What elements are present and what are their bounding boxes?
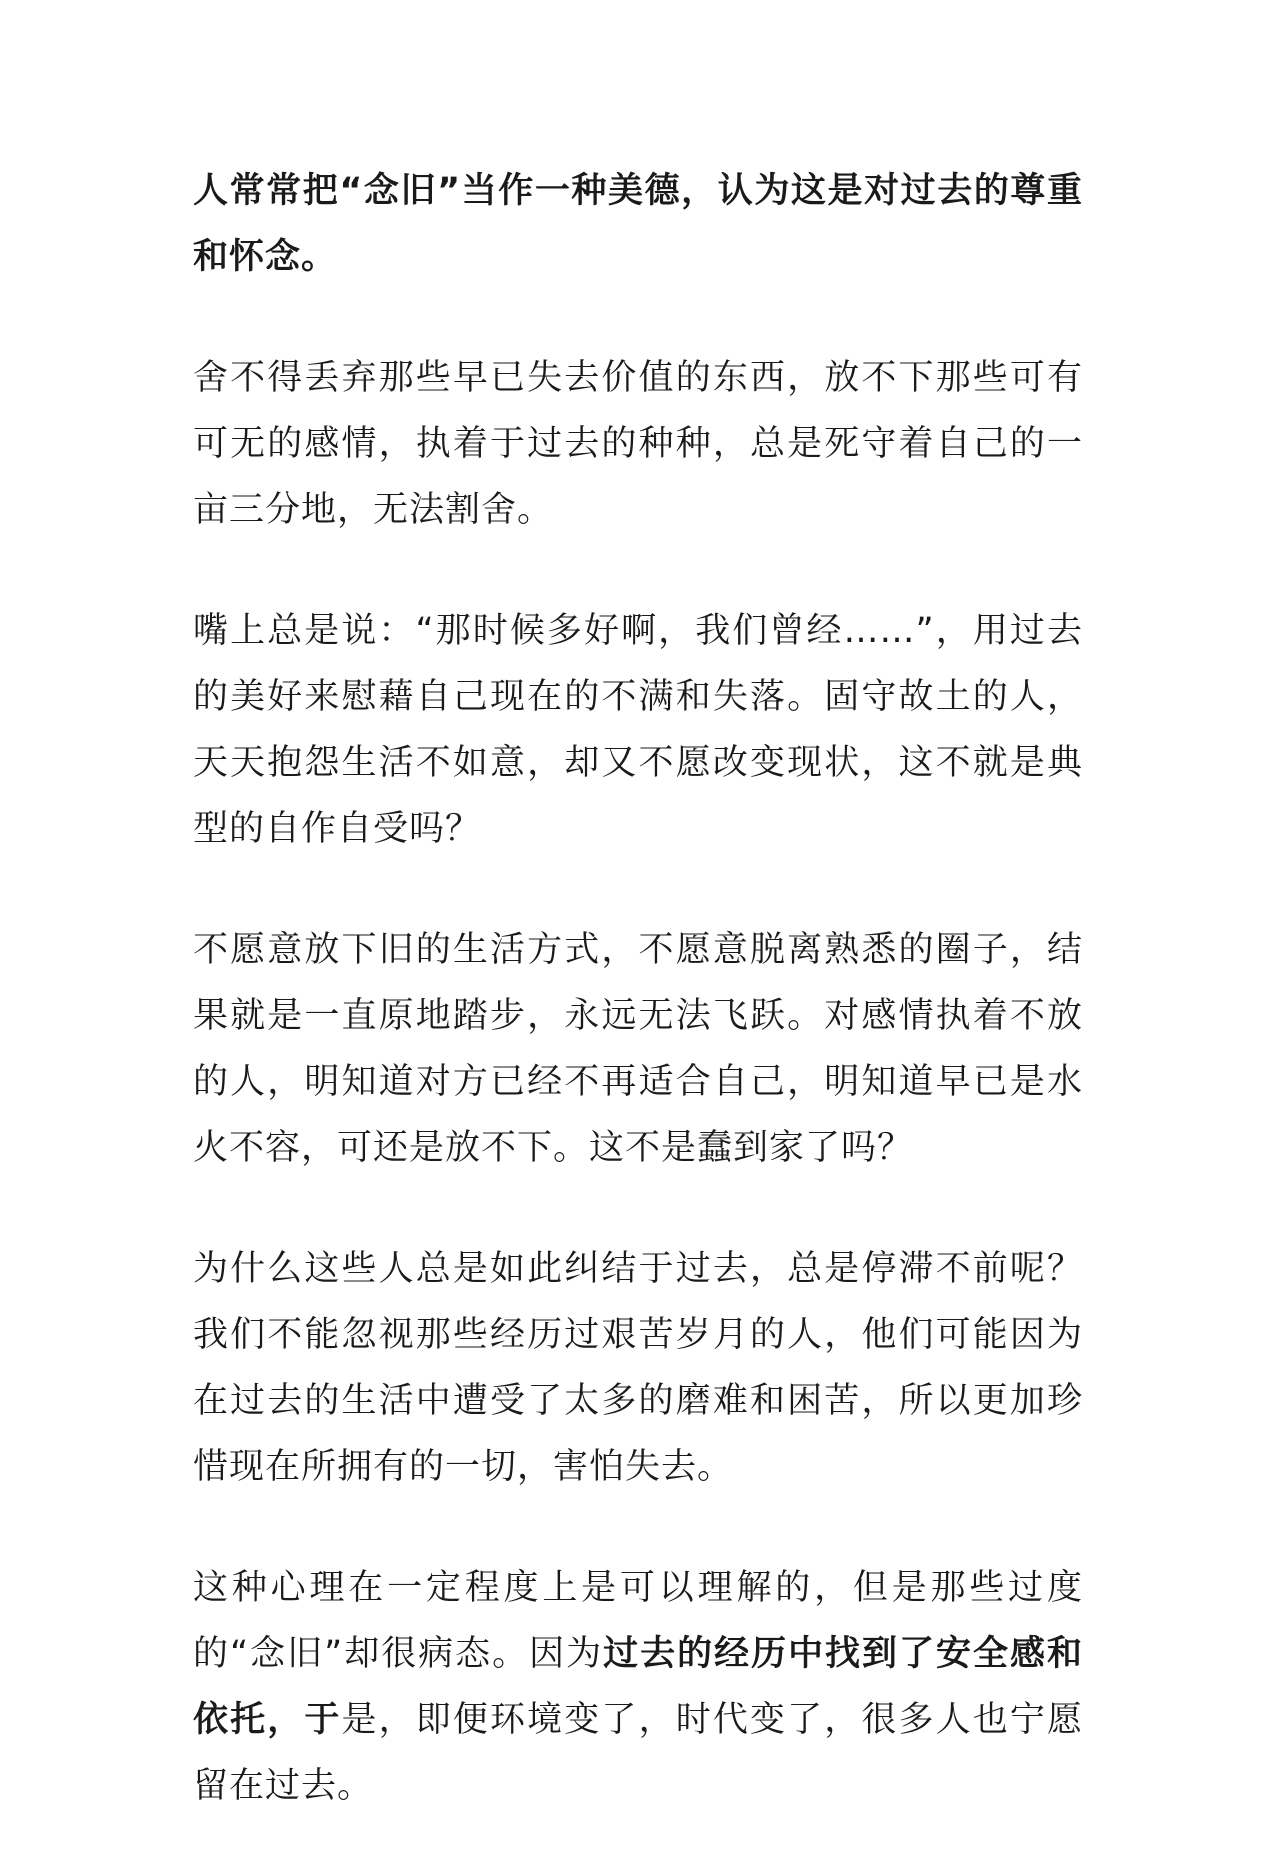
paragraph-2 — [193, 345, 1083, 543]
paragraph-4 — [193, 917, 1083, 1181]
paragraph-5 — [193, 1236, 1083, 1500]
paragraph-text: 不愿意放下旧的生活方式，不愿意脱离熟悉的圈子，结果就是一直原地踏步，永远无法飞跃。对感情执着不放的人，明知道对方已经不再适合自己，明知道早已是水火不容，可还是放不下。这不是蠢到家了吗？ — [193, 930, 1083, 1168]
article-body — [193, 158, 1083, 1874]
paragraph-text: 是，即便环境变了，时代变了，很多人也宁愿留在过去。 — [193, 1700, 1083, 1806]
paragraph-3 — [193, 598, 1083, 862]
paragraph-text: 舍不得丢弃那些早已失去价值的东西，放不下那些可有可无的感情，执着于过去的种种，总是死守着自己的一亩三分地，无法割舍。 — [193, 358, 1083, 530]
paragraph-1 — [193, 158, 1083, 290]
paragraph-text: 这种心理在一定程度上是可以理解的，但是那些过度的“念旧”却很病态。因为 — [193, 1568, 1083, 1674]
paragraph-text: 嘴上总是说：“那时候多好啊，我们曾经……”，用过去的美好来慰藉自己现在的不满和失落。固守故土的人，天天抱怨生活不如意，却又不愿改变现状，这不就是典型的自作自受吗？ — [193, 611, 1083, 849]
paragraph-text: 人常常把“念旧”当作一种美德，认为这是对过去的尊重和怀念。 — [193, 171, 1083, 277]
paragraph-text-emphasis: 过去的经历中找到了安全感和依托，于 — [193, 1634, 1083, 1740]
paragraph-text: 为什么这些人总是如此纠结于过去，总是停滞不前呢？我们不能忽视那些经历过艰苦岁月的人，他们可能因为在过去的生活中遭受了太多的磨难和困苦，所以更加珍惜现在所拥有的一切，害怕失去。 — [193, 1249, 1083, 1487]
paragraph-6 — [193, 1555, 1083, 1819]
